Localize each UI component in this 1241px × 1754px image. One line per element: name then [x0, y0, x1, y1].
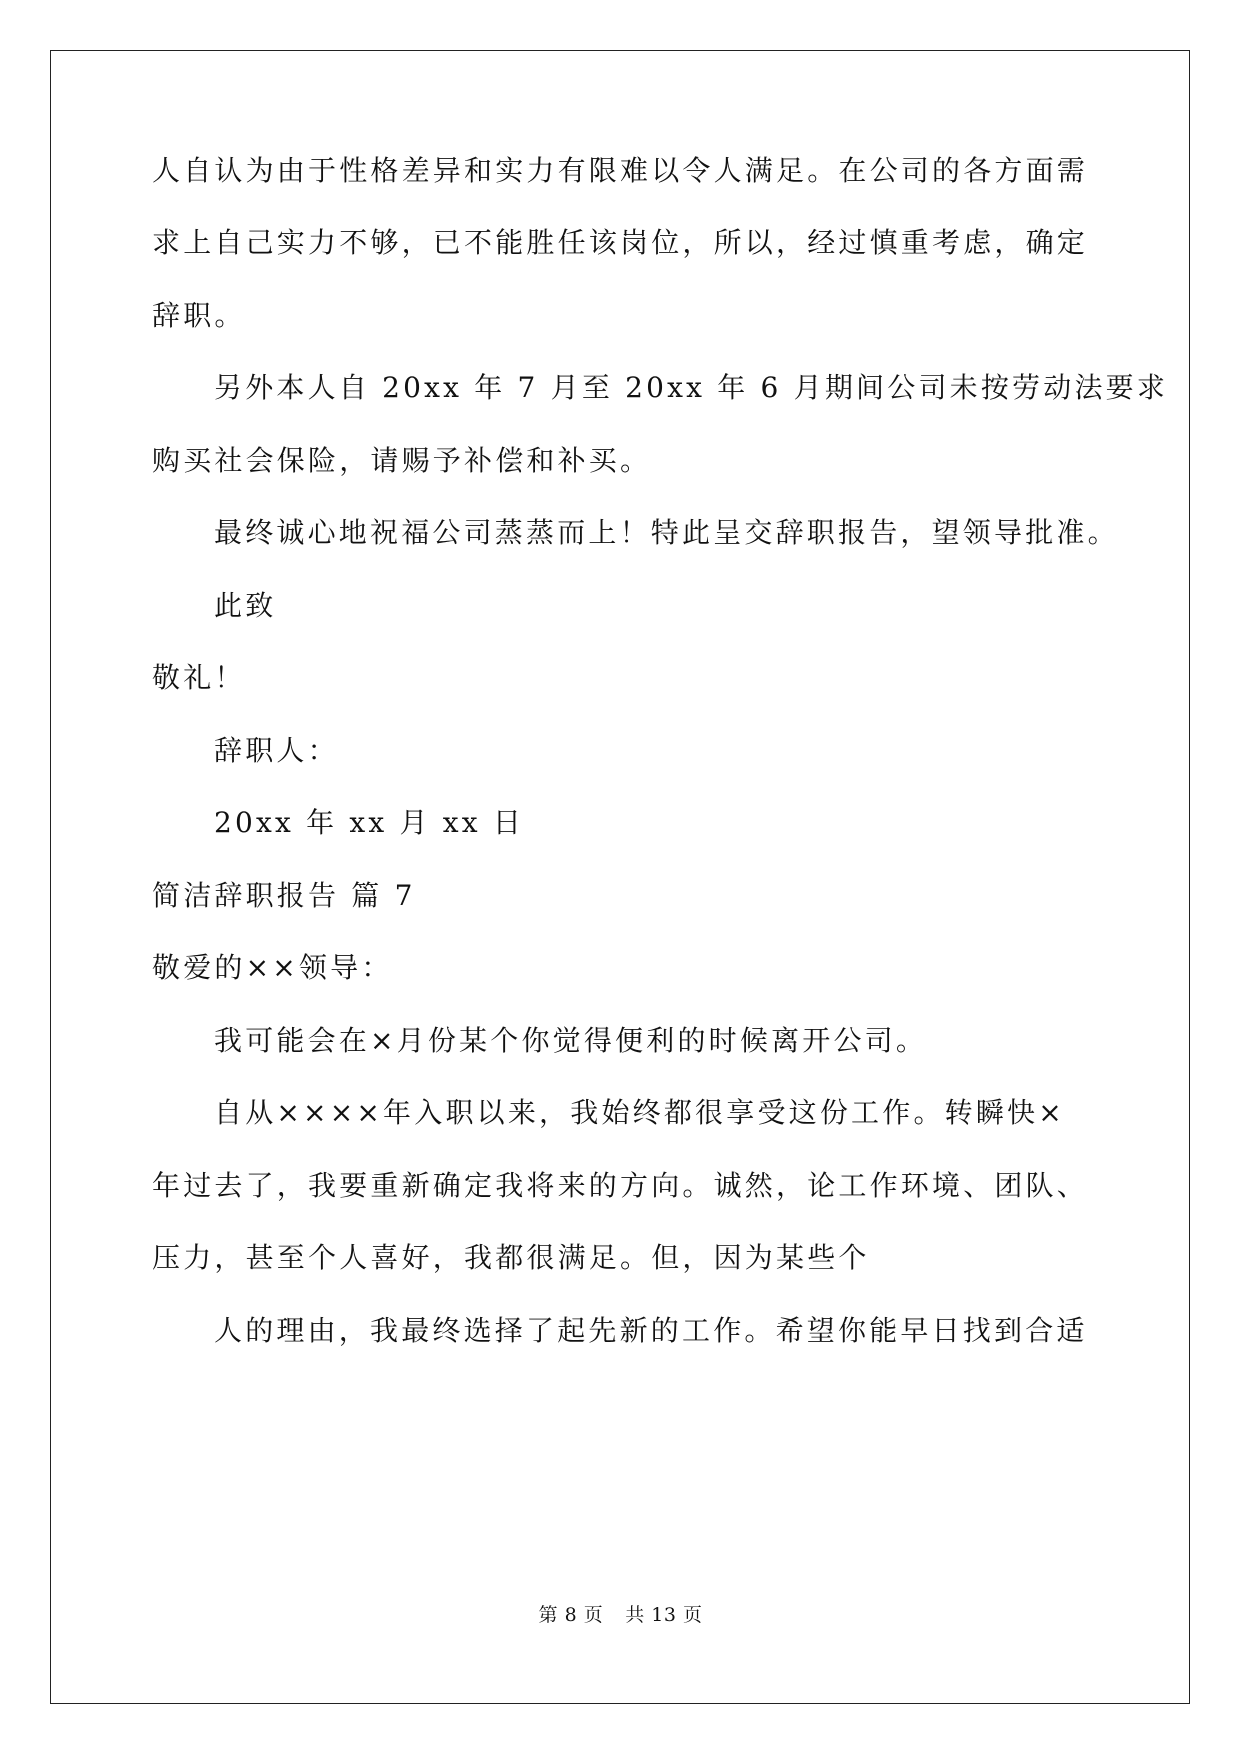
body-line: 年过去了，我要重新确定我将来的方向。诚然，论工作环境、团队、: [152, 1169, 1089, 1202]
body-line: 压力，甚至个人喜好，我都很满足。但，因为某些个: [152, 1241, 870, 1274]
greeting-line: 敬爱的××领导：: [152, 951, 393, 984]
closing-regards: 敬礼！: [152, 661, 246, 694]
body-line: 人的理由，我最终选择了起先新的工作。希望你能早日找到合适: [214, 1314, 1088, 1347]
signature-label: 辞职人：: [214, 734, 339, 767]
page-footer: [0, 1602, 1241, 1628]
date-line: 20xx 年 xx 月 xx 日: [214, 806, 525, 839]
body-line: 辞职。: [152, 299, 246, 332]
closing-salutation: 此致: [214, 589, 277, 622]
section-heading: 简洁辞职报告 篇 7: [152, 879, 416, 912]
page-total: 共 13 页: [625, 1604, 703, 1626]
body-line: 求上自己实力不够，已不能胜任该岗位，所以，经过慎重考虑，确定: [152, 226, 1089, 259]
page-number: 第 8 页: [538, 1604, 604, 1626]
body-line: 人自认为由于性格差异和实力有限难以令人满足。在公司的各方面需: [152, 154, 1089, 187]
body-line: 我可能会在×月份某个你觉得便利的时候离开公司。: [214, 1024, 928, 1057]
body-line: 最终诚心地祝福公司蒸蒸而上！特此呈交辞职报告，望领导批准。: [214, 516, 1119, 549]
body-line: 自从××××年入职以来，我始终都很享受这份工作。转瞬快×: [214, 1096, 1065, 1129]
body-line: 另外本人自 20xx 年 7 月至 20xx 年 6 月期间公司未按劳动法要求: [214, 371, 1169, 404]
body-line: 购买社会保险，请赐予补偿和补买。: [152, 444, 652, 477]
